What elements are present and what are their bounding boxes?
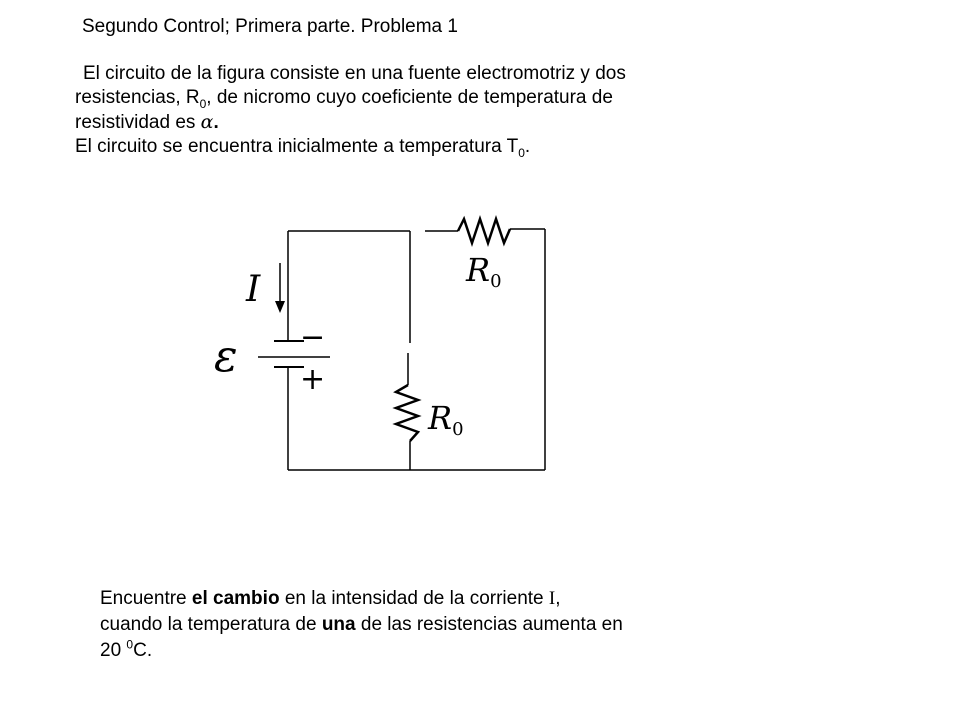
resistor-middle-subscript: 0 <box>452 419 464 440</box>
alpha-symbol: α <box>200 111 214 133</box>
question-emphasis-change: el cambio <box>191 588 280 609</box>
intro-line-2-text-end: , de nicromo cuyo coeficiente de temperatura de <box>206 87 613 108</box>
question-line-3 <box>100 638 820 664</box>
intro-line-2 <box>75 86 775 110</box>
question-line-2-text-end: de las resistencias aumenta en <box>355 614 623 635</box>
intro-line-3-period: . <box>213 112 219 133</box>
question-line-3-unit: C. <box>133 640 153 661</box>
question-line-1-text-mid: en la intensidad de la corriente <box>279 588 549 609</box>
current-symbol: I <box>548 588 556 609</box>
resistor-top-subscript: 0 <box>490 271 502 292</box>
resistor-top-letter: R <box>466 251 491 289</box>
question-emphasis-one: una <box>321 614 356 635</box>
question-line-1-text: Encuentre <box>100 588 192 609</box>
intro-line-1: El circuito de la figura consiste en una fuente electromotriz y dos <box>83 63 626 84</box>
intro-line-3-text: resistividad es <box>75 112 201 133</box>
intro-line-4 <box>75 135 775 159</box>
resistor-top-label <box>465 251 502 292</box>
resistor-middle-zigzag <box>396 385 418 441</box>
resistor-middle-label <box>427 399 464 440</box>
resistor-top-zigzag <box>458 219 510 243</box>
question-line-1-comma: , <box>555 588 561 609</box>
question-line-3-text: 20 <box>100 640 127 661</box>
circuit-diagram <box>200 205 560 475</box>
question <box>100 586 820 664</box>
current-arrow-head <box>275 301 285 313</box>
intro-line-2-subscript: 0 <box>199 96 207 111</box>
resistor-middle-letter: R <box>428 399 453 437</box>
intro-line-4-period: . <box>524 136 531 157</box>
problem-statement <box>75 62 775 159</box>
page-title: Segundo Control; Primera parte. Problema 1 <box>82 16 458 37</box>
question-line-2 <box>100 612 820 638</box>
intro-line-4-text: El circuito se encuentra inicialmente a temperatura T <box>75 136 519 157</box>
intro-line-3 <box>75 110 775 135</box>
question-line-1 <box>100 586 820 612</box>
plus-sign: + <box>300 362 326 397</box>
intro-line-2-text: resistencias, R <box>75 87 200 108</box>
minus-sign: − <box>300 320 326 355</box>
degree-superscript: 0 <box>126 637 134 652</box>
current-label: I <box>246 269 261 310</box>
emf-label: ε <box>214 331 238 382</box>
intro-line-4-subscript: 0 <box>518 145 525 160</box>
question-line-2-text: cuando la temperatura de <box>100 614 322 635</box>
